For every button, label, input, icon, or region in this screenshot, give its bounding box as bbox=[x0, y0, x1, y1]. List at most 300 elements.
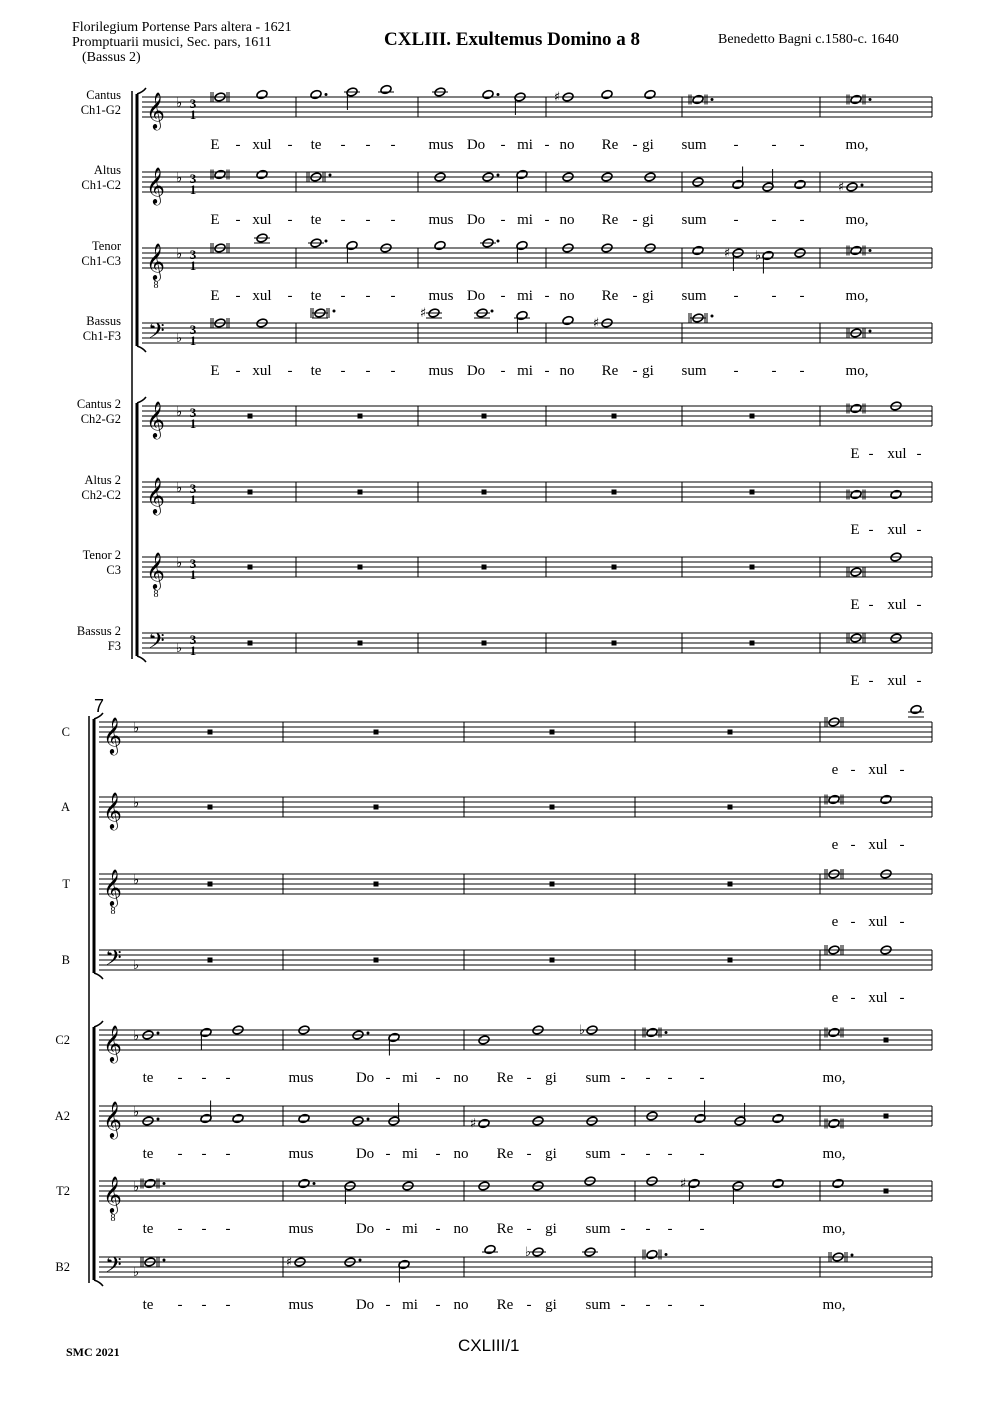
bracket-hook bbox=[137, 88, 146, 94]
lyric-syllable: - bbox=[365, 137, 371, 153]
lyric-syllable: - bbox=[385, 1070, 391, 1086]
note bbox=[470, 1117, 490, 1132]
lyric-syllable: Do bbox=[355, 1221, 375, 1237]
lyric-syllable: Re bbox=[601, 363, 619, 379]
time-signature-bottom: 1 bbox=[189, 258, 197, 273]
lyric-syllable: gi bbox=[545, 1221, 557, 1237]
rest-mark bbox=[612, 414, 617, 419]
lyric-syllable: - bbox=[620, 1070, 626, 1086]
staff-label: Ch2-G2 bbox=[80, 412, 121, 426]
note-head bbox=[256, 89, 268, 99]
note-dot bbox=[861, 184, 864, 187]
note-head bbox=[298, 1113, 310, 1123]
lyric-syllable: te bbox=[310, 288, 322, 304]
note-dot bbox=[325, 240, 328, 243]
octave-eight-mark: 8 bbox=[110, 906, 116, 917]
lyric-syllable: mo, bbox=[822, 1146, 846, 1162]
note-head bbox=[794, 179, 806, 189]
note-dot bbox=[711, 315, 714, 318]
sharp-sign: ♯ bbox=[285, 1255, 293, 1270]
rest-mark bbox=[750, 414, 755, 419]
note bbox=[728, 958, 733, 963]
lyric-syllable: - bbox=[225, 1221, 231, 1237]
note bbox=[256, 169, 268, 179]
time-signature-bottom: 1 bbox=[189, 492, 197, 507]
lyric-syllable: - bbox=[868, 522, 874, 538]
note bbox=[208, 730, 213, 735]
note bbox=[825, 1027, 843, 1037]
rest-mark bbox=[750, 641, 755, 646]
note-head bbox=[850, 245, 862, 255]
note-head bbox=[601, 89, 613, 99]
note-dot bbox=[325, 93, 328, 96]
lyric-syllable: gi bbox=[642, 212, 654, 228]
note bbox=[884, 1189, 889, 1194]
note bbox=[254, 233, 270, 243]
note bbox=[847, 245, 872, 255]
lyric-syllable: - bbox=[632, 363, 638, 379]
footer-credit: SMC 2021 bbox=[66, 1345, 120, 1359]
lyric-syllable: xul bbox=[252, 212, 272, 228]
note-dot bbox=[851, 1254, 854, 1257]
lyric-syllable: mus bbox=[288, 1297, 314, 1313]
note bbox=[434, 240, 446, 250]
treble-clef-icon: 𝄞 bbox=[103, 868, 122, 906]
lyric-syllable: - bbox=[385, 1146, 391, 1162]
lyric-syllable: E bbox=[850, 673, 860, 689]
lyric-syllable: gi bbox=[545, 1297, 557, 1313]
note bbox=[308, 238, 328, 248]
staff-label: Ch1-C3 bbox=[81, 254, 121, 268]
lyric-syllable: Re bbox=[496, 1221, 514, 1237]
lyric-syllable: - bbox=[500, 288, 506, 304]
lyric-syllable: - bbox=[340, 212, 346, 228]
note bbox=[750, 565, 755, 570]
lyric-syllable: no bbox=[453, 1221, 469, 1237]
note bbox=[298, 1178, 316, 1188]
lyric-syllable: no bbox=[453, 1070, 469, 1086]
rest-mark bbox=[612, 565, 617, 570]
note-dot bbox=[491, 310, 494, 313]
lyric-syllable: te bbox=[142, 1070, 154, 1086]
note-head bbox=[880, 794, 892, 804]
key-flat-icon: ♭ bbox=[133, 1180, 140, 1195]
page-number: CXLIII/1 bbox=[458, 1336, 520, 1355]
treble-clef-icon: 𝄞 bbox=[103, 716, 122, 754]
note bbox=[550, 882, 555, 887]
note bbox=[732, 167, 744, 190]
lyric-syllable: - bbox=[850, 837, 856, 853]
note bbox=[248, 490, 253, 495]
note-dot bbox=[163, 1259, 166, 1262]
note-head bbox=[232, 1113, 244, 1123]
lyric-syllable: - bbox=[645, 1221, 651, 1237]
note bbox=[358, 490, 363, 495]
note bbox=[141, 1178, 166, 1188]
key-flat-icon: ♭ bbox=[133, 721, 140, 736]
treble-clef-icon: 𝄞 bbox=[103, 1175, 122, 1213]
note bbox=[482, 89, 500, 99]
note bbox=[562, 315, 574, 325]
note bbox=[200, 1027, 212, 1050]
note-head bbox=[850, 94, 862, 104]
lyric-syllable: - bbox=[620, 1146, 626, 1162]
lyric-syllable: - bbox=[177, 1221, 183, 1237]
lyric-syllable: - bbox=[365, 363, 371, 379]
lyric-syllable: gi bbox=[642, 288, 654, 304]
note bbox=[374, 805, 379, 810]
time-signature-top: 3 bbox=[189, 632, 197, 647]
lyric-syllable: - bbox=[225, 1297, 231, 1313]
bracket-hook bbox=[94, 1021, 103, 1027]
note bbox=[388, 1032, 400, 1055]
note-head bbox=[832, 1178, 844, 1188]
lyric-syllable: - bbox=[632, 212, 638, 228]
lyric-syllable: - bbox=[916, 522, 922, 538]
note-head bbox=[310, 89, 322, 99]
lyric-syllable: sum bbox=[681, 363, 707, 379]
treble-clef-icon: 𝄞 bbox=[146, 91, 165, 129]
lyric-syllable: sum bbox=[585, 1070, 611, 1086]
lyric-syllable: - bbox=[390, 212, 396, 228]
lyric-syllable: - bbox=[620, 1221, 626, 1237]
staff-label: Bassus 2 bbox=[76, 624, 121, 638]
note-head bbox=[380, 84, 392, 94]
lyric-syllable: mo, bbox=[845, 363, 869, 379]
staff-label: Altus 2 bbox=[84, 473, 121, 487]
note bbox=[694, 1101, 706, 1124]
note-head bbox=[828, 1027, 840, 1037]
note bbox=[432, 87, 448, 97]
lyric-syllable: - bbox=[771, 212, 777, 228]
lyric-syllable: E bbox=[850, 446, 860, 462]
octave-eight-mark: 8 bbox=[153, 589, 159, 600]
note bbox=[772, 1113, 784, 1123]
note bbox=[374, 882, 379, 887]
staff-label: C bbox=[61, 725, 70, 739]
lyric-syllable: E bbox=[210, 288, 220, 304]
lyric-syllable: - bbox=[201, 1221, 207, 1237]
note-dot bbox=[869, 330, 872, 333]
lyric-syllable: - bbox=[435, 1221, 441, 1237]
sharp-sign: ♯ bbox=[837, 180, 845, 195]
note-head bbox=[298, 1178, 310, 1188]
rest-mark bbox=[750, 490, 755, 495]
note bbox=[514, 310, 530, 333]
staff-label: Ch1-G2 bbox=[80, 103, 121, 117]
treble-clef-icon: 𝄞 bbox=[146, 476, 165, 514]
rest-mark bbox=[550, 882, 555, 887]
note bbox=[516, 169, 528, 192]
rest-mark bbox=[482, 414, 487, 419]
lyric-syllable: - bbox=[177, 1146, 183, 1162]
note bbox=[211, 169, 229, 179]
note-head bbox=[484, 1244, 496, 1254]
note bbox=[612, 641, 617, 646]
rest-mark bbox=[374, 882, 379, 887]
lyric-syllable: xul bbox=[252, 363, 272, 379]
lyric-syllable: - bbox=[544, 137, 550, 153]
lyric-syllable: gi bbox=[642, 137, 654, 153]
rest-mark bbox=[612, 490, 617, 495]
lyric-syllable: - bbox=[645, 1070, 651, 1086]
time-signature-bottom: 1 bbox=[189, 567, 197, 582]
lyric-syllable: - bbox=[500, 363, 506, 379]
staff-label: C2 bbox=[55, 1033, 70, 1047]
lyric-syllable: - bbox=[667, 1221, 673, 1237]
lyric-syllable: - bbox=[733, 288, 739, 304]
lyric-syllable: - bbox=[201, 1297, 207, 1313]
rest-mark bbox=[550, 958, 555, 963]
rest-mark bbox=[728, 958, 733, 963]
lyric-syllable: e bbox=[831, 762, 839, 778]
staff-label: Cantus bbox=[86, 88, 121, 102]
treble-clef-icon: 𝄞 bbox=[103, 1100, 122, 1138]
lyric-syllable: - bbox=[667, 1146, 673, 1162]
note bbox=[728, 805, 733, 810]
lyric-syllable: - bbox=[177, 1297, 183, 1313]
note-head bbox=[144, 1178, 156, 1188]
staff-label: Tenor bbox=[92, 239, 121, 253]
lyric-syllable: - bbox=[340, 288, 346, 304]
note-head bbox=[890, 489, 902, 499]
note-head bbox=[772, 1178, 784, 1188]
lyric-syllable: xul bbox=[868, 990, 888, 1006]
lyric-syllable: mus bbox=[288, 1070, 314, 1086]
bass-clef-icon: 𝄢 bbox=[148, 629, 165, 659]
lyric-syllable: no bbox=[559, 137, 575, 153]
lyric-syllable: - bbox=[235, 137, 241, 153]
lyric-syllable: Do bbox=[466, 137, 486, 153]
rest-mark bbox=[374, 958, 379, 963]
lyric-syllable: xul bbox=[887, 446, 907, 462]
note-head bbox=[256, 169, 268, 179]
note-dot bbox=[497, 174, 500, 177]
sharp-sign: ♯ bbox=[723, 246, 731, 261]
lyric-syllable: - bbox=[287, 212, 293, 228]
note bbox=[482, 414, 487, 419]
rest-mark bbox=[248, 490, 253, 495]
lyric-syllable: - bbox=[235, 288, 241, 304]
lyric-syllable: mus bbox=[428, 288, 454, 304]
note-head bbox=[850, 489, 862, 499]
sharp-sign: ♯ bbox=[679, 1176, 687, 1192]
note bbox=[378, 84, 394, 94]
note-head bbox=[692, 245, 704, 255]
lyric-syllable: - bbox=[645, 1146, 651, 1162]
note-head bbox=[214, 169, 226, 179]
rest-mark bbox=[358, 641, 363, 646]
lyric-syllable: - bbox=[340, 363, 346, 379]
staff-label: F3 bbox=[107, 639, 121, 653]
lyric-syllable: Do bbox=[355, 1297, 375, 1313]
composer: Benedetto Bagni c.1580-c. 1640 bbox=[718, 32, 899, 47]
lyric-syllable: - bbox=[390, 137, 396, 153]
lyric-syllable: sum bbox=[681, 137, 707, 153]
lyric-syllable: no bbox=[559, 212, 575, 228]
note bbox=[750, 490, 755, 495]
lyric-syllable: sum bbox=[681, 212, 707, 228]
note-dot bbox=[157, 1118, 160, 1121]
note bbox=[825, 794, 843, 804]
note bbox=[847, 489, 865, 499]
lyric-syllable: mo, bbox=[822, 1297, 846, 1313]
staff-label: Ch2-C2 bbox=[81, 488, 121, 502]
note bbox=[643, 1027, 668, 1037]
staff-label: A bbox=[60, 800, 70, 814]
lyric-syllable: mi bbox=[402, 1070, 418, 1086]
lyric-syllable: - bbox=[235, 212, 241, 228]
note bbox=[689, 94, 714, 104]
rest-mark bbox=[482, 565, 487, 570]
note bbox=[832, 1178, 844, 1188]
lyric-syllable: E bbox=[850, 522, 860, 538]
source-line-2: Promptuarii musici, Sec. pars, 1611 bbox=[72, 35, 272, 50]
lyric-syllable: - bbox=[699, 1070, 705, 1086]
note bbox=[550, 730, 555, 735]
lyric-syllable: - bbox=[340, 137, 346, 153]
note-head bbox=[434, 240, 446, 250]
note bbox=[482, 565, 487, 570]
staff-label: B2 bbox=[55, 1260, 70, 1274]
lyric-syllable: - bbox=[667, 1297, 673, 1313]
lyric-syllable: Re bbox=[601, 288, 619, 304]
time-signature-top: 3 bbox=[189, 96, 197, 111]
rest-mark bbox=[482, 490, 487, 495]
octave-eight-mark: 8 bbox=[153, 280, 159, 291]
lyric-syllable: mo, bbox=[822, 1070, 846, 1086]
lyric-syllable: - bbox=[850, 762, 856, 778]
rest-mark bbox=[612, 641, 617, 646]
note-head bbox=[562, 315, 574, 325]
lyric-syllable: - bbox=[899, 990, 905, 1006]
rest-mark bbox=[728, 882, 733, 887]
lyric-syllable: - bbox=[544, 288, 550, 304]
lyric-syllable: - bbox=[500, 137, 506, 153]
key-flat-icon: ♭ bbox=[176, 405, 183, 420]
lyric-syllable: mus bbox=[288, 1146, 314, 1162]
lyric-syllable: xul bbox=[887, 522, 907, 538]
note bbox=[612, 490, 617, 495]
lyric-syllable: mus bbox=[428, 363, 454, 379]
lyric-syllable: te bbox=[142, 1146, 154, 1162]
note-head bbox=[828, 794, 840, 804]
staff-label: Tenor 2 bbox=[82, 548, 121, 562]
bracket-hook bbox=[94, 1280, 103, 1286]
lyric-syllable: mi bbox=[402, 1221, 418, 1237]
note bbox=[825, 1118, 843, 1128]
lyric-syllable: - bbox=[916, 597, 922, 613]
time-signature-bottom: 1 bbox=[189, 182, 197, 197]
lyric-syllable: - bbox=[526, 1297, 532, 1313]
staff-label: C3 bbox=[106, 563, 121, 577]
rest-mark bbox=[374, 730, 379, 735]
lyric-syllable: - bbox=[667, 1070, 673, 1086]
rest-mark bbox=[208, 958, 213, 963]
lyric-syllable: - bbox=[868, 673, 874, 689]
note bbox=[480, 238, 500, 248]
lyric-syllable: - bbox=[799, 212, 805, 228]
rest-mark bbox=[884, 1189, 889, 1194]
lyric-syllable: - bbox=[645, 1297, 651, 1313]
note bbox=[482, 1244, 498, 1254]
rest-mark bbox=[550, 730, 555, 735]
lyric-syllable: te bbox=[310, 137, 322, 153]
note bbox=[482, 641, 487, 646]
sharp-sign: ♯ bbox=[419, 306, 427, 321]
lyric-syllable: mo, bbox=[845, 137, 869, 153]
lyric-syllable: xul bbox=[868, 914, 888, 930]
lyric-syllable: - bbox=[435, 1297, 441, 1313]
rest-mark bbox=[358, 414, 363, 419]
note-dot bbox=[367, 1118, 370, 1121]
note bbox=[298, 1113, 310, 1123]
lyric-syllable: E bbox=[210, 212, 220, 228]
note bbox=[772, 1178, 784, 1188]
sharp-sign: ♯ bbox=[592, 316, 600, 331]
lyric-syllable: no bbox=[453, 1146, 469, 1162]
lyric-syllable: - bbox=[916, 673, 922, 689]
rest-mark bbox=[248, 641, 253, 646]
key-flat-icon: ♭ bbox=[176, 247, 183, 262]
piece-title: CXLIII. Exultemus Domino a 8 bbox=[384, 29, 641, 50]
note-head bbox=[482, 89, 494, 99]
key-flat-icon: ♭ bbox=[176, 641, 183, 656]
lyric-syllable: - bbox=[390, 363, 396, 379]
lyric-syllable: sum bbox=[585, 1146, 611, 1162]
lyric-syllable: xul bbox=[887, 673, 907, 689]
lyric-syllable: - bbox=[850, 990, 856, 1006]
staff-label: B bbox=[61, 953, 70, 967]
source-line-1: Florilegium Portense Pars altera - 1621 bbox=[72, 20, 292, 35]
lyric-syllable: xul bbox=[252, 137, 272, 153]
lyric-syllable: e bbox=[831, 914, 839, 930]
note-dot bbox=[497, 240, 500, 243]
rest-mark bbox=[208, 730, 213, 735]
lyric-syllable: Re bbox=[601, 137, 619, 153]
lyric-syllable: - bbox=[799, 288, 805, 304]
note bbox=[200, 1101, 212, 1124]
lyric-syllable: xul bbox=[887, 597, 907, 613]
rest-mark bbox=[728, 730, 733, 735]
lyric-syllable: Re bbox=[496, 1146, 514, 1162]
rest-mark bbox=[884, 1038, 889, 1043]
lyric-syllable: mo, bbox=[845, 212, 869, 228]
lyric-syllable: gi bbox=[642, 363, 654, 379]
rest-mark bbox=[358, 565, 363, 570]
lyric-syllable: - bbox=[287, 288, 293, 304]
time-signature-top: 3 bbox=[189, 405, 197, 420]
note-head bbox=[644, 89, 656, 99]
lyric-syllable: - bbox=[201, 1146, 207, 1162]
note bbox=[525, 1245, 546, 1260]
lyric-syllable: E bbox=[210, 137, 220, 153]
note bbox=[550, 958, 555, 963]
lyric-syllable: - bbox=[771, 137, 777, 153]
lyric-syllable: e bbox=[831, 837, 839, 853]
note bbox=[884, 1114, 889, 1119]
key-flat-icon: ♭ bbox=[133, 873, 140, 888]
note bbox=[248, 641, 253, 646]
time-signature-top: 3 bbox=[189, 481, 197, 496]
key-flat-icon: ♭ bbox=[176, 96, 183, 111]
lyric-syllable: - bbox=[620, 1297, 626, 1313]
bracket-hook bbox=[94, 973, 103, 979]
lyric-syllable: - bbox=[390, 288, 396, 304]
rest-mark bbox=[208, 882, 213, 887]
staff-label: A2 bbox=[54, 1109, 70, 1123]
note bbox=[256, 89, 268, 99]
